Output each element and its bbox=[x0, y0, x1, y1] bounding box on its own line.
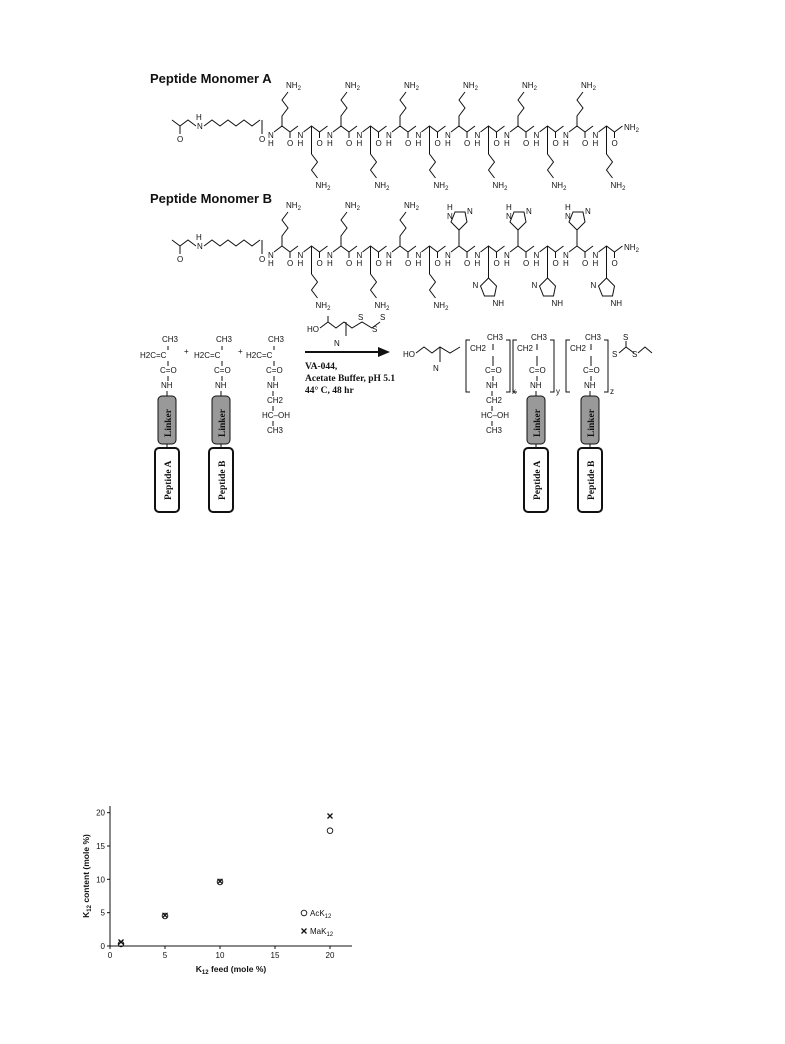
legend-circle-marker bbox=[301, 910, 307, 916]
svg-text:O: O bbox=[611, 259, 618, 268]
svg-text:N: N bbox=[474, 251, 481, 260]
amine-label: $NH_2$ bbox=[345, 81, 360, 92]
svg-text:N: N bbox=[356, 131, 363, 140]
svg-text:H: H bbox=[445, 139, 451, 148]
svg-text:y: y bbox=[556, 387, 560, 396]
svg-text:H: H bbox=[474, 139, 481, 148]
imidazole-nh-label: NH bbox=[610, 299, 623, 308]
svg-text:O: O bbox=[434, 259, 441, 268]
x-tick-label: 0 bbox=[107, 951, 113, 960]
svg-text:O: O bbox=[259, 255, 266, 264]
x-tick-label: 5 bbox=[162, 951, 168, 960]
amine-label: $NH_2$ bbox=[551, 181, 567, 192]
y-tick-label: 20 bbox=[96, 808, 105, 818]
svg-text:N: N bbox=[504, 251, 510, 260]
amine-label: $NH_2$ bbox=[492, 181, 508, 192]
svg-text:N: N bbox=[526, 207, 532, 216]
amide-end-label: $NH_2$ bbox=[624, 123, 639, 134]
svg-text:H: H bbox=[386, 139, 392, 148]
svg-text:CH2: CH2 bbox=[470, 344, 487, 353]
imidazole-nh-label: NH bbox=[551, 299, 564, 308]
x-axis-label: $K_{12}$ feed (mole %) bbox=[195, 964, 267, 976]
svg-text:H2C=C: H2C=C bbox=[140, 351, 167, 360]
svg-text:N: N bbox=[592, 251, 599, 260]
svg-text:NH: NH bbox=[530, 381, 542, 390]
monomer-a-structure bbox=[172, 81, 640, 192]
svg-text:N: N bbox=[445, 251, 451, 260]
svg-text:H: H bbox=[268, 259, 274, 268]
svg-text:N: N bbox=[327, 131, 333, 140]
amide-end-label: $NH_2$ bbox=[624, 243, 639, 254]
svg-text:H2C=C: H2C=C bbox=[194, 351, 221, 360]
svg-text:H: H bbox=[415, 259, 422, 268]
svg-text:N: N bbox=[565, 212, 571, 221]
svg-text:H: H bbox=[533, 139, 540, 148]
svg-text:C=O: C=O bbox=[214, 366, 231, 375]
amine-label: $NH_2$ bbox=[286, 81, 301, 92]
svg-text:Linker: Linker bbox=[533, 409, 543, 437]
data-point-cross bbox=[328, 814, 333, 819]
svg-text:C=O: C=O bbox=[583, 366, 600, 375]
svg-text:N: N bbox=[472, 281, 479, 290]
svg-text:H: H bbox=[297, 259, 304, 268]
imidazole-ring bbox=[481, 278, 497, 296]
svg-text:N: N bbox=[415, 131, 422, 140]
svg-text:H: H bbox=[268, 139, 274, 148]
svg-text:O: O bbox=[464, 139, 471, 148]
svg-text:O: O bbox=[611, 139, 618, 148]
svg-text:S: S bbox=[380, 313, 386, 322]
svg-text:+: + bbox=[238, 347, 243, 356]
svg-text:N: N bbox=[533, 251, 540, 260]
raft-agent bbox=[307, 313, 385, 348]
svg-text:H: H bbox=[445, 259, 451, 268]
monomer-a-title: Peptide Monomer A bbox=[150, 71, 272, 86]
svg-text:O: O bbox=[346, 139, 353, 148]
k12-scatter-chart bbox=[81, 806, 352, 976]
svg-text:S: S bbox=[372, 325, 378, 334]
condition-temp-time: 44° C, 48 hr bbox=[305, 386, 354, 396]
svg-text:O: O bbox=[552, 139, 559, 148]
svg-text:N: N bbox=[297, 251, 304, 260]
svg-text:H: H bbox=[533, 259, 540, 268]
legend-label: MaK$_{12}$ bbox=[310, 927, 334, 938]
svg-text:NH: NH bbox=[486, 381, 498, 390]
imidazole-ring bbox=[510, 212, 526, 230]
svg-text:N: N bbox=[504, 131, 510, 140]
svg-text:N: N bbox=[531, 281, 538, 290]
imidazole-ring bbox=[599, 278, 615, 296]
imidazole-ring bbox=[569, 212, 585, 230]
svg-text:HC–OH: HC–OH bbox=[481, 411, 510, 420]
svg-text:O: O bbox=[316, 139, 323, 148]
svg-text:N: N bbox=[563, 251, 569, 260]
svg-text:N: N bbox=[386, 131, 392, 140]
x-tick-label: 10 bbox=[215, 951, 225, 960]
svg-text:Linker: Linker bbox=[218, 409, 228, 437]
svg-text:CH3: CH3 bbox=[267, 426, 284, 435]
svg-text:N: N bbox=[327, 251, 333, 260]
reaction-scheme bbox=[140, 313, 652, 512]
svg-text:O: O bbox=[346, 259, 353, 268]
svg-text:O: O bbox=[177, 135, 184, 144]
amine-label: $NH_2$ bbox=[522, 81, 537, 92]
y-tick-label: 10 bbox=[96, 875, 105, 885]
svg-text:N: N bbox=[590, 281, 597, 290]
svg-text:N: N bbox=[433, 364, 439, 373]
svg-text:O: O bbox=[493, 139, 500, 148]
svg-text:O: O bbox=[493, 259, 500, 268]
svg-text:N: N bbox=[197, 122, 203, 131]
svg-text:N: N bbox=[506, 212, 512, 221]
reagent-hpma bbox=[246, 335, 290, 435]
svg-text:O: O bbox=[523, 259, 530, 268]
amine-label: $NH_2$ bbox=[286, 201, 301, 212]
svg-text:HO: HO bbox=[307, 325, 319, 334]
legend-cross-marker bbox=[302, 929, 307, 934]
amine-label: $NH_2$ bbox=[404, 81, 419, 92]
svg-text:H: H bbox=[327, 139, 333, 148]
monomer-b-structure bbox=[172, 201, 640, 312]
svg-text:NH: NH bbox=[215, 381, 227, 390]
svg-text:S: S bbox=[612, 350, 618, 359]
svg-text:CH3: CH3 bbox=[531, 333, 548, 342]
amine-label: $NH_2$ bbox=[374, 181, 390, 192]
svg-text:N: N bbox=[447, 212, 453, 221]
svg-text:H: H bbox=[474, 259, 481, 268]
amine-label: $NH_2$ bbox=[374, 301, 390, 312]
svg-text:O: O bbox=[287, 259, 294, 268]
reagent-peptide-b bbox=[194, 335, 233, 512]
amine-label: $NH_2$ bbox=[315, 301, 331, 312]
svg-text:NH: NH bbox=[584, 381, 596, 390]
data-point-circle bbox=[327, 828, 333, 834]
svg-text:CH2: CH2 bbox=[267, 396, 284, 405]
imidazole-nh-label: NH bbox=[492, 299, 505, 308]
svg-text:H: H bbox=[504, 139, 510, 148]
amine-label: $NH_2$ bbox=[433, 181, 449, 192]
reagent-peptide-a bbox=[140, 335, 179, 512]
monomer-b-title: Peptide Monomer B bbox=[150, 191, 273, 206]
svg-text:N: N bbox=[585, 207, 591, 216]
x-tick-label: 15 bbox=[270, 951, 280, 960]
svg-text:N: N bbox=[197, 242, 203, 251]
svg-text:N: N bbox=[467, 207, 473, 216]
svg-text:H: H bbox=[563, 139, 569, 148]
svg-text:O: O bbox=[434, 139, 441, 148]
amine-label: $NH_2$ bbox=[315, 181, 331, 192]
svg-text:H: H bbox=[447, 203, 453, 212]
y-tick-label: 0 bbox=[100, 942, 105, 951]
amine-label: $NH_2$ bbox=[610, 181, 626, 192]
svg-text:C=O: C=O bbox=[266, 366, 283, 375]
svg-text:N: N bbox=[445, 131, 451, 140]
svg-text:CH3: CH3 bbox=[216, 335, 233, 344]
svg-text:CH3: CH3 bbox=[585, 333, 602, 342]
svg-text:CH2: CH2 bbox=[486, 396, 503, 405]
svg-text:O: O bbox=[375, 139, 382, 148]
svg-text:N: N bbox=[592, 131, 599, 140]
svg-text:H: H bbox=[415, 139, 422, 148]
svg-text:N: N bbox=[415, 251, 422, 260]
svg-text:z: z bbox=[610, 387, 614, 396]
svg-text:H: H bbox=[563, 259, 569, 268]
svg-text:H: H bbox=[386, 259, 392, 268]
svg-text:O: O bbox=[405, 139, 412, 148]
svg-text:O: O bbox=[582, 259, 589, 268]
svg-text:C=O: C=O bbox=[160, 366, 177, 375]
svg-text:S: S bbox=[358, 313, 364, 322]
svg-text:CH3: CH3 bbox=[162, 335, 179, 344]
svg-text:O: O bbox=[523, 139, 530, 148]
amine-label: $NH_2$ bbox=[581, 81, 596, 92]
svg-text:O: O bbox=[405, 259, 412, 268]
svg-text:CH3: CH3 bbox=[487, 333, 504, 342]
svg-text:N: N bbox=[297, 131, 304, 140]
x-tick-label: 20 bbox=[325, 951, 335, 960]
svg-text:H: H bbox=[592, 259, 599, 268]
svg-text:CH3: CH3 bbox=[486, 426, 503, 435]
svg-text:Peptide B: Peptide B bbox=[218, 460, 228, 500]
svg-text:Linker: Linker bbox=[164, 409, 174, 437]
svg-text:HO: HO bbox=[403, 350, 415, 359]
y-axis-label: $K_{12}$ content (mole %) bbox=[81, 834, 93, 918]
svg-text:N: N bbox=[268, 251, 274, 260]
svg-text:N: N bbox=[268, 131, 274, 140]
svg-text:H: H bbox=[196, 113, 202, 122]
svg-text:CH2: CH2 bbox=[570, 344, 587, 353]
svg-text:NH: NH bbox=[161, 381, 173, 390]
svg-text:CH3: CH3 bbox=[268, 335, 285, 344]
svg-text:NH: NH bbox=[267, 381, 279, 390]
svg-text:H: H bbox=[504, 259, 510, 268]
svg-text:O: O bbox=[177, 255, 184, 264]
svg-text:N: N bbox=[386, 251, 392, 260]
svg-text:N: N bbox=[563, 131, 569, 140]
svg-text:H: H bbox=[356, 259, 363, 268]
amine-label: $NH_2$ bbox=[404, 201, 419, 212]
svg-text:H: H bbox=[297, 139, 304, 148]
svg-text:Linker: Linker bbox=[587, 409, 597, 437]
svg-text:CH2: CH2 bbox=[517, 344, 534, 353]
svg-text:H: H bbox=[565, 203, 571, 212]
svg-text:HC–OH: HC–OH bbox=[262, 411, 291, 420]
condition-buffer: Acetate Buffer, pH 5.1 bbox=[305, 374, 396, 384]
svg-text:x: x bbox=[512, 387, 516, 396]
svg-text:Peptide A: Peptide A bbox=[533, 460, 543, 500]
svg-text:N: N bbox=[474, 131, 481, 140]
svg-text:S: S bbox=[623, 333, 629, 342]
svg-text:+: + bbox=[184, 347, 189, 356]
svg-text:H: H bbox=[196, 233, 202, 242]
legend-label: AcK$_{12}$ bbox=[310, 909, 332, 920]
y-tick-label: 15 bbox=[96, 842, 105, 851]
svg-text:H: H bbox=[356, 139, 363, 148]
svg-text:N: N bbox=[334, 339, 340, 348]
svg-text:C=O: C=O bbox=[529, 366, 546, 375]
svg-text:O: O bbox=[464, 259, 471, 268]
svg-text:S: S bbox=[632, 350, 638, 359]
svg-text:H: H bbox=[327, 259, 333, 268]
y-tick-label: 5 bbox=[100, 908, 105, 918]
svg-text:H2C=C: H2C=C bbox=[246, 351, 273, 360]
amine-label: $NH_2$ bbox=[345, 201, 360, 212]
svg-text:Peptide B: Peptide B bbox=[587, 460, 597, 500]
condition-initiator: VA-044, bbox=[305, 362, 338, 372]
svg-text:Peptide A: Peptide A bbox=[164, 460, 174, 500]
amine-label: $NH_2$ bbox=[463, 81, 478, 92]
svg-text:N: N bbox=[533, 131, 540, 140]
amine-label: $NH_2$ bbox=[433, 301, 449, 312]
svg-text:H: H bbox=[592, 139, 599, 148]
svg-text:H: H bbox=[506, 203, 512, 212]
imidazole-ring bbox=[451, 212, 467, 230]
imidazole-ring bbox=[540, 278, 556, 296]
svg-text:C=O: C=O bbox=[485, 366, 502, 375]
svg-text:O: O bbox=[259, 135, 266, 144]
svg-text:O: O bbox=[375, 259, 382, 268]
svg-text:O: O bbox=[582, 139, 589, 148]
svg-text:O: O bbox=[552, 259, 559, 268]
product-polymer bbox=[403, 333, 652, 512]
svg-text:N: N bbox=[356, 251, 363, 260]
svg-text:O: O bbox=[316, 259, 323, 268]
svg-text:O: O bbox=[287, 139, 294, 148]
